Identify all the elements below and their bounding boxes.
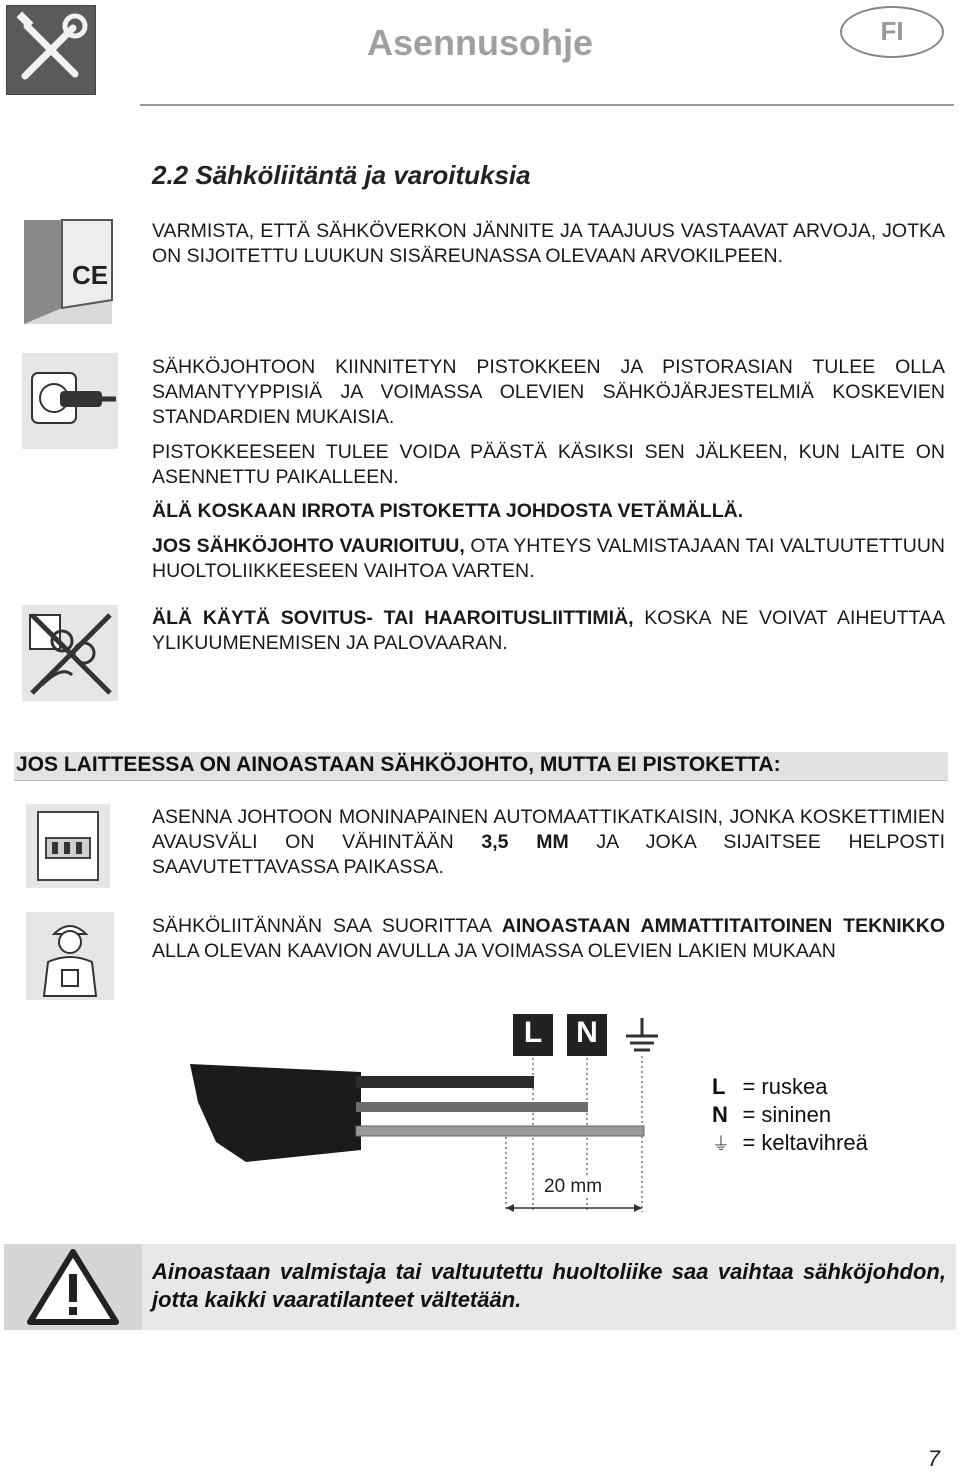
- diagram-label-n: N: [576, 1016, 598, 1049]
- legend-key: N: [712, 1102, 728, 1127]
- plug-access-paragraph: PISTOKKEESEEN TULEE VOIDA PÄÄSTÄ KÄSIKSI SEN JÄLKEEN, KUN LAITE ON ASENNETTU PAIKALLEEN.: [152, 441, 945, 488]
- header-divider: [140, 104, 954, 106]
- wiring-diagram: [186, 1012, 666, 1222]
- technician-icon: [26, 912, 114, 1000]
- circuit-breaker-icon: [26, 804, 110, 888]
- technician-paragraph: [152, 914, 945, 964]
- ce-plate-icon: [22, 218, 124, 326]
- no-plug-banner: [14, 752, 948, 781]
- legend-value: = ruskea: [742, 1074, 828, 1099]
- language-badge: [840, 6, 944, 58]
- page-title: Asennusohje: [366, 22, 594, 63]
- never-pull-paragraph: ÄLÄ KOSKAAN IRROTA PISTOKETTA JOHDOSTA VETÄMÄLLÄ.: [152, 500, 744, 522]
- breaker-gap: 3,5 MM: [481, 831, 569, 853]
- plug-socket-icon: [22, 353, 118, 449]
- technician-post: ALLA OLEVAN KAAVION AVULLA JA VOIMASSA OLEVIEN LAKIEN MUKAAN: [152, 940, 836, 962]
- technician-pre: SÄHKÖLIITÄNNÄN SAA SUORITTAA: [152, 915, 502, 937]
- damaged-cord-rest: OTA YHTEYS VALMISTAJAAN TAI VALTUUTETTUUN HUOLTOLIIKKEESEEN VAIHTOA VARTEN.: [152, 535, 945, 582]
- legend-row: [712, 1102, 932, 1130]
- breaker-post: JA JOKA SIJAITSEE HELPOSTI SAAVUTETTAVASSA PAIKASSA.: [152, 831, 945, 878]
- voltage-paragraph: VARMISTA, ETTÄ SÄHKÖVERKON JÄNNITE JA TAAJUUS VASTAAVAT ARVOJA, JOTKA ON SIJOITETTU LUUKUN SISÄREUNASSA OLEVAAN ARVOKILPEEN.: [152, 220, 945, 267]
- diagram-measure: 20 mm: [544, 1176, 603, 1197]
- legend-value: = keltavihreä: [742, 1130, 868, 1155]
- breaker-pre: ASENNA JOHTOON MONINAPAINEN AUTOMAATTIKATKAISIN, JONKA KOSKETTIMIEN AVAUSVÄLI ON VÄHINTÄÄN: [152, 806, 945, 853]
- warning-text: Ainoastaan valmistaja tai valtuutettu huoltoliike saa vaihtaa sähköjohdon, jotta kaikki vaaratilanteet vältetään.: [152, 1259, 946, 1312]
- damaged-cord-paragraph: [152, 534, 945, 584]
- adapters-rest: KOSKA NE VOIVAT AIHEUTTAA YLIKUUMENEMISEN JA PALOVAARAN.: [152, 607, 945, 654]
- wire-legend: [712, 1074, 932, 1158]
- plug-type-paragraph: SÄHKÖJOHTOON KIINNITETYN PISTOKKEEN JA PISTORASIAN TULEE OLLA SAMANTYYPPISIÄ JA VOIMASSA OLEVIEN SÄHKÖJÄRJESTELMIÄ KOSKEVIEN STANDARDIEN MUKAISIA.: [152, 356, 945, 428]
- no-plug-banner-text: JOS LAITTEESSA ON AINOASTAAN SÄHKÖJOHTO, MUTTA EI PISTOKETTA:: [16, 753, 781, 776]
- legend-value: = sininen: [742, 1102, 832, 1127]
- legend-key: L: [712, 1074, 726, 1099]
- language-badge-label: FI: [880, 16, 904, 46]
- warning-icon: [4, 1244, 142, 1330]
- damaged-cord-bold: JOS SÄHKÖJOHTO VAURIOITUU,: [152, 535, 465, 557]
- page-number: 7: [927, 1446, 940, 1471]
- adapters-paragraph: [152, 606, 945, 656]
- legend-row: [712, 1074, 932, 1102]
- diagram-label-l: L: [523, 1016, 543, 1049]
- section-heading: 2.2 Sähköliitäntä ja varoituksia: [152, 160, 531, 190]
- warning-box: [4, 1244, 956, 1330]
- technician-bold: AINOASTAAN AMMATTITAITOINEN TEKNIKKO: [501, 915, 946, 937]
- earth-icon: ⏚: [712, 1134, 730, 1154]
- adapters-bold: ÄLÄ KÄYTÄ SOVITUS- TAI HAAROITUSLIITTIMIÄ,: [152, 607, 634, 629]
- legend-row: [712, 1130, 932, 1158]
- svg-text:CE: CE: [72, 260, 109, 290]
- no-adapter-icon: [22, 605, 118, 701]
- breaker-paragraph: [152, 805, 945, 880]
- tools-icon: [6, 5, 96, 95]
